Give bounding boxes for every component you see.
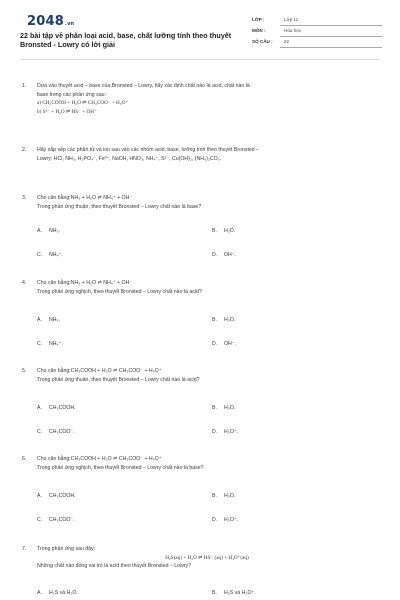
option-text: NH₃. — [49, 228, 61, 234]
option-text: NH₃. — [49, 317, 61, 323]
option-text: OH⁻. — [224, 341, 236, 347]
question-text: Trong phản ứng nghịch, theo thuyết Bronsted – Lowry chất nào là base? — [37, 464, 204, 471]
option-text: CH₃COO⁻. — [49, 429, 75, 435]
option-text: H₂O. — [224, 317, 236, 323]
meta-underline — [280, 47, 382, 48]
option-text: NH₄⁺. — [49, 341, 63, 347]
option-label: C. — [37, 429, 43, 435]
question-number: 7. — [22, 546, 27, 552]
option-text: CH₃COOH. — [49, 493, 76, 499]
option-b[interactable] — [212, 492, 235, 501]
option-label: A. — [37, 317, 42, 323]
question-text: Cho cân bằng:NH₃ + H₂O ⇌ NH₄⁺ + OH⁻ — [37, 195, 133, 201]
option-label: B. — [212, 405, 217, 411]
option-c[interactable] — [37, 251, 63, 260]
option-text: H₃O⁺. — [224, 517, 239, 523]
option-d[interactable] — [212, 516, 238, 525]
document-title: 22 bài tập về phân loại acid, base, chất lưỡng tính theo thuyết Bronsted - Lowry có lời giải — [20, 31, 232, 49]
meta-value: 22 — [284, 39, 290, 44]
question-body — [37, 455, 377, 472]
equation: b) S²⁻ + H₂O ⇌ HS⁻ + OH⁻ — [37, 108, 97, 115]
question-number: 3. — [22, 195, 27, 201]
option-label: D. — [212, 252, 218, 258]
option-text: NH₄⁺. — [49, 252, 63, 258]
meta-row-count — [252, 37, 382, 48]
meta-value: Hóa học — [284, 28, 302, 33]
option-text: OH⁻. — [224, 252, 236, 258]
option-label: A. — [37, 493, 42, 499]
question-text: Trong phản ứng nghịch, theo thuyết Bronsted – Lowry chất nào là acid? — [37, 288, 202, 295]
equation: H₂S(aq) + H₂O ⇌ HS⁻ (aq) + H₃O⁺(aq) — [165, 554, 249, 561]
question-text: Cho cân bằng:NH₃ + H₂O ⇌ NH₄⁺ + OH⁻ — [37, 280, 133, 286]
option-a[interactable] — [37, 404, 76, 413]
option-c[interactable] — [37, 428, 75, 437]
option-b[interactable] — [212, 404, 235, 413]
logo-suffix: .vn — [64, 21, 75, 27]
option-text: H₂S và H₂O. — [49, 590, 78, 596]
option-label: C. — [37, 341, 43, 347]
question-number: 4. — [22, 280, 27, 286]
option-a[interactable] — [37, 227, 60, 236]
question-body — [37, 194, 377, 211]
option-label: D. — [212, 341, 218, 347]
meta-box — [252, 15, 382, 48]
question-text: base trong các phản ứng sau: — [37, 91, 106, 98]
question-text: Trong phản ứng thuận, theo thuyết Bronsted – Lowry chất nào là base? — [37, 203, 202, 210]
option-label: B. — [212, 590, 217, 596]
option-a[interactable] — [37, 492, 76, 501]
question-body — [37, 82, 377, 116]
option-label: D. — [212, 517, 218, 523]
question-text: Lowry: HCl, NH₃, H₂PO₄⁻, Fe³⁺, NaOH, HNO₃, NH₄⁺, S²⁻, Cu(OH)₂, (NH₄)₂CO₃. — [37, 155, 222, 162]
option-a[interactable] — [37, 316, 60, 325]
question-number: 2. — [22, 147, 27, 153]
option-label: B. — [212, 228, 217, 234]
option-label: A. — [37, 405, 42, 411]
option-b[interactable] — [212, 589, 256, 598]
question-body — [37, 146, 377, 163]
option-text: H₂S và H₃O⁺. — [224, 590, 256, 596]
meta-row-class — [252, 15, 382, 26]
question-text: Dựa vào thuyết acid – base của Bronsted – Lowry, hãy xác định chất nào là acid, chất nào là — [37, 83, 250, 89]
logo-text: 2048 — [27, 14, 64, 29]
option-label: C. — [37, 517, 43, 523]
option-text: CH₃COOH. — [49, 405, 76, 411]
option-d[interactable] — [212, 340, 236, 349]
option-label: A. — [37, 590, 42, 596]
site-logo[interactable] — [27, 14, 74, 29]
option-c[interactable] — [37, 340, 63, 349]
question-text: Những chất nào đóng vai trò là acid theo thuyết Bronsted – Lowry? — [37, 563, 192, 569]
header-divider — [20, 59, 380, 60]
question-number: 5. — [22, 368, 27, 374]
equation: a) CH₃COOH + H₂O ⇌ CH₃COO⁻ + H₃O⁺ — [37, 100, 129, 106]
meta-key: SỐ CÂU : — [252, 39, 273, 44]
question-body — [37, 279, 377, 296]
option-c[interactable] — [37, 516, 75, 525]
question-text: Trong phản ứng thuận, theo thuyết Bronsted – Lowry chất nào là acid? — [37, 376, 200, 383]
meta-key: MÔN : — [252, 28, 266, 33]
option-label: C. — [37, 252, 43, 258]
meta-row-subject — [252, 26, 382, 37]
question-text: Cho cân bằng:CH₃COOH + H₂O ⇌ CH₃COO⁻ + H₃O⁺ — [37, 368, 162, 374]
meta-key: LỚP : — [252, 17, 265, 22]
option-b[interactable] — [212, 316, 235, 325]
question-body — [37, 545, 377, 571]
option-a[interactable] — [37, 589, 78, 598]
option-b[interactable] — [212, 227, 235, 236]
option-d[interactable] — [212, 251, 236, 260]
question-text: Cho cân bằng:CH₃COOH + H₂O ⇌ CH₃COO⁻ + H₃O⁺ — [37, 456, 162, 462]
question-text: Trong phản ứng sau đây: — [37, 546, 96, 552]
option-d[interactable] — [212, 428, 238, 437]
option-label: A. — [37, 228, 42, 234]
option-text: H₂O. — [224, 228, 236, 234]
option-text: CH₃COO⁻. — [49, 517, 75, 523]
option-text: H₂O. — [224, 405, 236, 411]
question-text: Hãy sắp xếp các phân tử và ion sau vào các nhóm acid, base, lưỡng tính theo thuyết Bronsted – — [37, 147, 260, 153]
option-label: B. — [212, 493, 217, 499]
option-label: B. — [212, 317, 217, 323]
question-body — [37, 367, 377, 384]
question-number: 6. — [22, 456, 27, 462]
question-number: 1. — [22, 83, 27, 89]
option-text: H₂O. — [224, 493, 236, 499]
option-text: H₃O⁺. — [224, 429, 239, 435]
option-label: D. — [212, 429, 218, 435]
meta-value: Lớp 11 — [284, 17, 299, 22]
